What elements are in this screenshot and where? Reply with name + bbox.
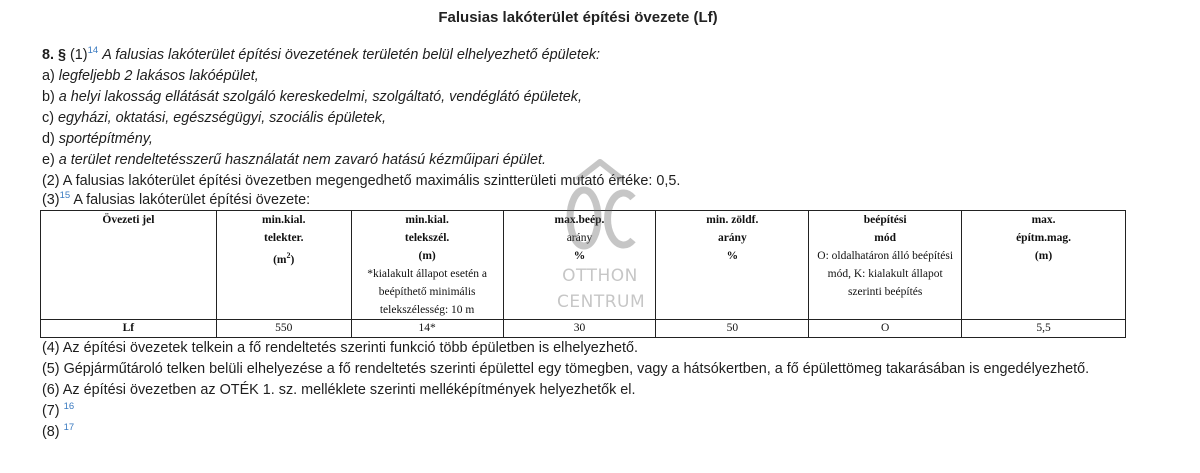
list-item: d) sportépítmény, [42,131,153,147]
list-item: a) legfeljebb 2 lakásos lakóépület, [42,68,259,84]
list-item: c) egyházi, oktatási, egészségügyi, szociális épületek, [42,110,386,126]
paragraph-8: (8) $^{17}$ [42,422,75,440]
watermark-text-1: OTTHON [562,266,638,286]
footnote-link-16[interactable]: 16 [63,401,75,412]
table-cell: 550 [216,320,351,338]
paragraph-4: (4) Az építési övezetek telkein a fő rendeltetés szerinti funkció több épületben is elhelyezhető. [42,340,638,356]
col-header-built-ratio: max.beép. arány % [503,211,656,320]
paragraph-2: (2) A falusias lakóterület építési övezetben megengedhető maximális szintterületi mutató értéke: 0,5. [42,173,681,189]
col-header-plot-width: min.kial. telekszél. (m) *kialakult állapot esetén a beépíthető minimális telekszélesség: 10 m [351,211,503,320]
table-cell: 30 [503,320,656,338]
table-cell: 14* [351,320,503,338]
paragraph-1 [42,45,1126,66]
list-item: e) a terület rendeltetésszerű használatát nem zavaró hatású kézműipari épület. [42,152,546,168]
section-number: 8. § [42,47,67,63]
col-header-plot-area: min.kial. telekter. $(m^2)$ [216,211,351,320]
table-cell: O [809,320,962,338]
paragraph-7: (7) $^{16}$ [42,401,75,419]
watermark-text-2: CENTRUM [557,292,646,312]
col-header-green-ratio: min. zöldf. arány % [656,211,809,320]
table-cell: 50 [656,320,809,338]
table-cell: Lf [41,320,217,338]
footnote-link-15[interactable]: 15 [59,190,71,201]
paragraph-3: $(3)^{15}$ A falusias lakóterület építési övezete: [42,190,311,208]
paragraph-6: (6) Az építési övezetben az OTÉK 1. sz. melléklete szerinti melléképítmények helyezhetők el. [42,382,636,398]
footnote-link-14[interactable]: 14 [87,45,99,56]
col-header-zone-code: Övezeti jel [41,211,217,320]
list-item: b) a helyi lakosság ellátását szolgáló kereskedelmi, szolgáltató, vendéglátó épületek, [42,89,582,105]
table-cell: 5,5 [962,320,1126,338]
paragraph-5: (5) Gépjárműtároló telken belüli elhelyezése a fő rendeltetés szerinti épülettel egy tömegben, vagy a hátsókertben, a fő épülettömeg takarásában is engedélyezhető. [42,361,1090,377]
para1-text: A falusias lakóterület építési övezetének területén belül elhelyezhető épületek: [102,47,601,63]
para1-label: (1) [70,47,88,63]
page-title: Falusias lakóterület építési övezete (Lf) [438,9,718,26]
footnote-link-17[interactable]: 17 [63,422,75,433]
table-row [41,320,1126,338]
watermark-logo [557,158,646,318]
oc-logo-icon [557,158,643,258]
col-header-max-height: max. építm.mag. (m) [962,211,1126,320]
col-header-building-mode: beépítési mód O: oldalhatáron álló beépítési mód, K: kialakult állapot szerinti beépítés [809,211,962,320]
